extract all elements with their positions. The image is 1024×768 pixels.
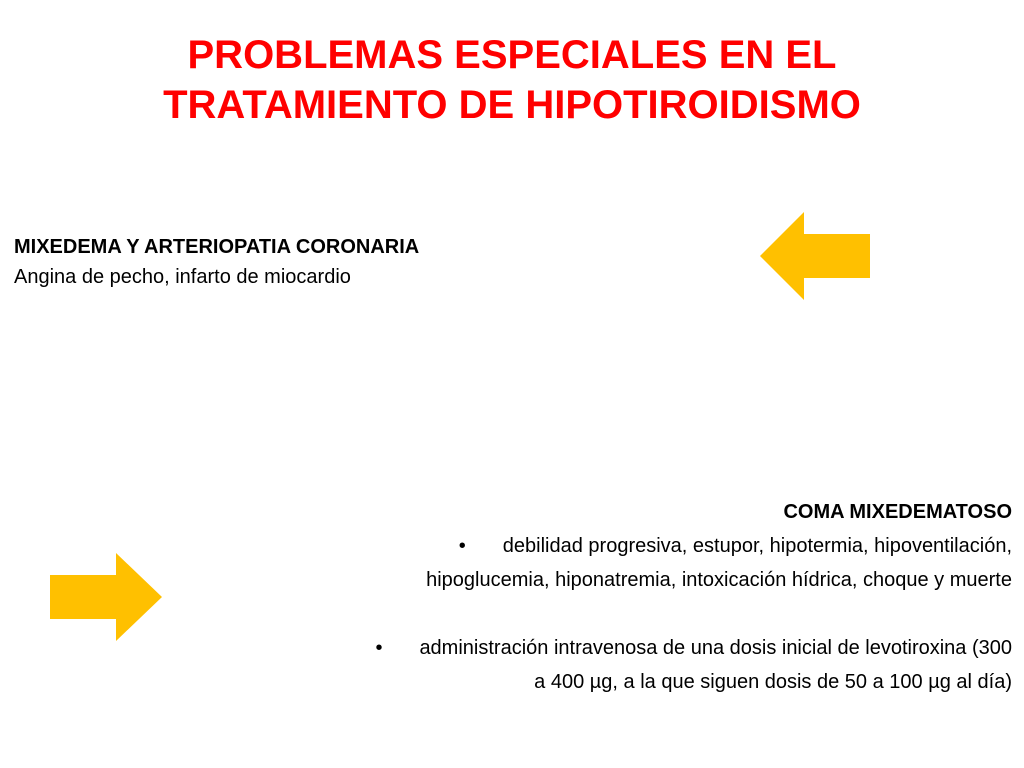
section-coma-mixedematoso xyxy=(192,495,1012,699)
slide-title-line-2: TRATAMIENTO DE HIPOTIROIDISMO xyxy=(163,83,861,127)
arrow-right-shape xyxy=(50,553,162,641)
bullet-text: debilidad progresiva, estupor, hipotermia, hipoventilación, xyxy=(502,535,1012,557)
arrow-right-icon xyxy=(50,553,162,641)
section-heading-mixedema: MIXEDEMA Y ARTERIOPATIA CORONARIA xyxy=(14,236,420,258)
bullet-item xyxy=(192,529,1012,597)
bullet-dot: • xyxy=(458,535,466,557)
bullet-text-continued: a 400 µg, a la que siguen dosis de 50 a 100 µg al día) xyxy=(534,671,1012,693)
bullet-text-continued: hipoglucemia, hiponatremia, intoxicación hídrica, choque y muerte xyxy=(426,569,1012,591)
bullet-dot: • xyxy=(375,637,383,659)
slide-title-line-1: PROBLEMAS ESPECIALES EN EL xyxy=(187,33,837,77)
bullet-text: administración intravenosa de una dosis inicial de levotiroxina (300 xyxy=(419,637,1012,659)
section-heading-coma: COMA MIXEDEMATOSO xyxy=(783,501,1012,523)
arrow-left-icon xyxy=(760,212,870,300)
section-mixedema-coronaria xyxy=(14,232,714,292)
bullet-line xyxy=(192,529,1012,563)
bullet-item xyxy=(192,631,1012,699)
section-text-angina: Angina de pecho, infarto de miocardio xyxy=(14,266,351,288)
slide-title xyxy=(0,30,1024,130)
bullet-line xyxy=(192,631,1012,665)
arrow-left-shape xyxy=(760,212,870,300)
